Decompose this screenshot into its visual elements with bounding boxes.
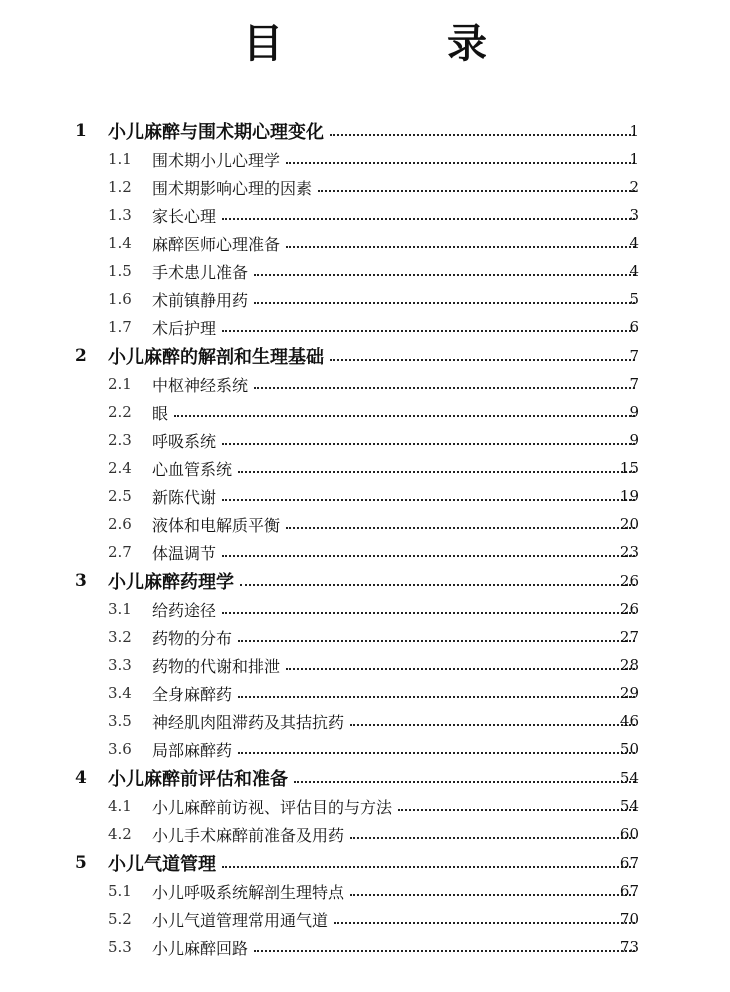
dot-leader: [398, 809, 635, 811]
chapter-number: 4: [75, 767, 87, 788]
dot-leader: [286, 162, 635, 164]
page-number: 1: [629, 121, 639, 140]
section-number: 1.5: [108, 262, 132, 280]
section-title: 眼: [152, 403, 169, 423]
chapter-title-line: [108, 343, 635, 369]
dot-leader: [254, 302, 635, 304]
section-title-line: [152, 176, 635, 199]
chapter-title: 小儿麻醉药理学: [108, 571, 234, 593]
section-title: 围术期小儿心理学: [152, 150, 281, 170]
section-number: 1.3: [108, 206, 132, 224]
section-number: 3.2: [108, 628, 132, 646]
toc-section-entry[interactable]: [0, 229, 730, 257]
section-number: 2.4: [108, 459, 132, 477]
chapter-number: 2: [75, 345, 87, 366]
dot-leader: [286, 668, 635, 670]
dot-leader: [222, 443, 635, 445]
section-number: 2.5: [108, 487, 132, 505]
section-number: 2.7: [108, 543, 132, 561]
dot-leader: [254, 274, 635, 276]
dot-leader: [174, 415, 635, 417]
section-title-line: [152, 908, 635, 931]
section-title-line: [152, 401, 635, 424]
toc-section-entry[interactable]: [0, 398, 730, 426]
section-number: 3.3: [108, 656, 132, 674]
section-number: 1.2: [108, 178, 132, 196]
toc-chapter-entry[interactable]: [0, 848, 730, 877]
chapter-title-line: [108, 850, 635, 876]
dot-leader: [254, 950, 635, 952]
dot-leader: [238, 640, 635, 642]
section-title-line: [152, 823, 635, 846]
page-number: 73: [619, 938, 639, 956]
section-title-line: [152, 795, 635, 818]
section-title: 围术期影响心理的因素: [152, 178, 313, 198]
page-number: 26: [619, 600, 639, 618]
toc-section-entry[interactable]: [0, 145, 730, 173]
page-title: 目 录: [243, 21, 549, 67]
dot-leader: [330, 359, 635, 361]
section-title: 中枢神经系统: [152, 375, 249, 395]
section-title: 小儿麻醉回路: [152, 938, 249, 958]
toc-section-entry[interactable]: [0, 905, 730, 933]
page-number: 26: [619, 571, 639, 590]
page-number: 54: [619, 768, 639, 787]
section-title: 小儿麻醉前访视、评估目的与方法: [152, 797, 393, 817]
section-number: 1.4: [108, 234, 132, 252]
page-number: 28: [619, 656, 639, 674]
page-number: 3: [629, 206, 639, 224]
dot-leader: [318, 190, 635, 192]
toc-chapter-entry[interactable]: [0, 566, 730, 595]
page-number: 67: [619, 853, 639, 872]
chapter-title: 小儿麻醉与围术期心理变化: [108, 121, 324, 143]
section-title: 小儿气道管理常用通气道: [152, 910, 329, 930]
dot-leader: [238, 696, 635, 698]
section-title-line: [152, 626, 635, 649]
section-number: 5.2: [108, 910, 132, 928]
dot-leader: [240, 584, 635, 586]
section-title-line: [152, 288, 635, 311]
toc-chapter-entry[interactable]: [0, 763, 730, 792]
section-title-line: [152, 936, 635, 959]
page-number: 9: [629, 403, 639, 421]
dot-leader: [286, 527, 635, 529]
section-title-line: [152, 373, 635, 396]
table-of-contents: [0, 116, 730, 961]
toc-section-entry[interactable]: [0, 538, 730, 566]
page-number: 2: [629, 178, 639, 196]
section-number: 5.1: [108, 882, 132, 900]
chapter-title: 小儿麻醉的解剖和生理基础: [108, 346, 324, 368]
dot-leader: [254, 387, 635, 389]
toc-section-entry[interactable]: [0, 792, 730, 820]
section-title-line: [152, 598, 635, 621]
page-number: 19: [619, 487, 639, 505]
page-number: 67: [619, 882, 639, 900]
toc-section-entry[interactable]: [0, 735, 730, 763]
section-title-line: [152, 738, 635, 761]
section-title: 药物的代谢和排泄: [152, 656, 281, 676]
page-number: 7: [629, 375, 639, 393]
page-number: 50: [619, 740, 639, 758]
section-title-line: [152, 429, 635, 452]
toc-section-entry[interactable]: [0, 173, 730, 201]
section-title: 新陈代谢: [152, 487, 217, 507]
dot-leader: [222, 866, 635, 868]
section-number: 3.1: [108, 600, 132, 618]
section-number: 4.1: [108, 797, 132, 815]
section-title-line: [152, 457, 635, 480]
section-title: 液体和电解质平衡: [152, 515, 281, 535]
chapter-number: 1: [75, 120, 87, 141]
section-title-line: [152, 513, 635, 536]
toc-section-entry[interactable]: [0, 313, 730, 341]
section-title: 手术患儿准备: [152, 262, 249, 282]
dot-leader: [330, 134, 635, 136]
chapter-title: 小儿麻醉前评估和准备: [108, 768, 288, 790]
toc-section-entry[interactable]: [0, 595, 730, 623]
section-number: 1.6: [108, 290, 132, 308]
toc-section-entry[interactable]: [0, 707, 730, 735]
toc-section-entry[interactable]: [0, 370, 730, 398]
chapter-number: 5: [75, 852, 87, 873]
chapter-title-line: [108, 118, 635, 144]
dot-leader: [222, 330, 635, 332]
section-title-line: [152, 710, 635, 733]
section-title: 呼吸系统: [152, 431, 217, 451]
page-number: 15: [619, 459, 639, 477]
toc-section-entry[interactable]: [0, 933, 730, 961]
section-title-line: [152, 316, 635, 339]
page-number: 7: [629, 346, 639, 365]
dot-leader: [350, 724, 635, 726]
section-title: 小儿呼吸系统解剖生理特点: [152, 882, 345, 902]
dot-leader: [222, 555, 635, 557]
dot-leader: [350, 837, 635, 839]
section-number: 3.6: [108, 740, 132, 758]
section-title: 给药途径: [152, 600, 217, 620]
page-number: 5: [629, 290, 639, 308]
page-number: 46: [619, 712, 639, 730]
section-title: 药物的分布: [152, 628, 233, 648]
dot-leader: [222, 612, 635, 614]
section-number: 2.2: [108, 403, 132, 421]
section-number: 2.1: [108, 375, 132, 393]
section-title-line: [152, 682, 635, 705]
toc-section-entry[interactable]: [0, 651, 730, 679]
toc-section-entry[interactable]: [0, 454, 730, 482]
section-number: 2.3: [108, 431, 132, 449]
chapter-title: 小儿气道管理: [108, 853, 216, 875]
dot-leader: [238, 471, 635, 473]
section-title: 局部麻醉药: [152, 740, 233, 760]
section-title: 小儿手术麻醉前准备及用药: [152, 825, 345, 845]
toc-section-entry[interactable]: [0, 623, 730, 651]
section-title-line: [152, 485, 635, 508]
section-title-line: [152, 204, 635, 227]
section-title: 全身麻醉药: [152, 684, 233, 704]
section-number: 2.6: [108, 515, 132, 533]
section-title: 术前镇静用药: [152, 290, 249, 310]
dot-leader: [294, 781, 635, 783]
toc-section-entry[interactable]: [0, 679, 730, 707]
page-number: 4: [629, 234, 639, 252]
section-title: 麻醉医师心理准备: [152, 234, 281, 254]
chapter-title-line: [108, 765, 635, 791]
section-title-line: [152, 148, 635, 171]
dot-leader: [222, 499, 635, 501]
page-number: 1: [629, 150, 639, 168]
dot-leader: [350, 894, 635, 896]
dot-leader: [286, 246, 635, 248]
chapter-title-line: [108, 568, 635, 594]
page-number: 6: [629, 318, 639, 336]
section-number: 5.3: [108, 938, 132, 956]
section-title: 术后护理: [152, 318, 217, 338]
section-title-line: [152, 880, 635, 903]
toc-section-entry[interactable]: [0, 285, 730, 313]
toc-chapter-entry[interactable]: [0, 341, 730, 370]
section-title: 家长心理: [152, 206, 217, 226]
page-number: 9: [629, 431, 639, 449]
page-number: 20: [619, 515, 639, 533]
dot-leader: [334, 922, 635, 924]
page-number: 4: [629, 262, 639, 280]
section-number: 4.2: [108, 825, 132, 843]
section-title-line: [152, 232, 635, 255]
section-number: 3.4: [108, 684, 132, 702]
page-number: 70: [619, 910, 639, 928]
dot-leader: [238, 752, 635, 754]
toc-section-entry[interactable]: [0, 877, 730, 905]
toc-section-entry[interactable]: [0, 510, 730, 538]
toc-section-entry[interactable]: [0, 426, 730, 454]
page-number: 27: [619, 628, 639, 646]
page-number: 54: [619, 797, 639, 815]
section-number: 1.1: [108, 150, 132, 168]
chapter-number: 3: [75, 570, 87, 591]
toc-section-entry[interactable]: [0, 820, 730, 848]
section-title-line: [152, 654, 635, 677]
page-number: 23: [619, 543, 639, 561]
toc-chapter-entry[interactable]: [0, 116, 730, 145]
page-number: 60: [619, 825, 639, 843]
section-title-line: [152, 541, 635, 564]
section-title: 心血管系统: [152, 459, 233, 479]
dot-leader: [222, 218, 635, 220]
page-number: 29: [619, 684, 639, 702]
section-title: 体温调节: [152, 543, 217, 563]
section-number: 1.7: [108, 318, 132, 336]
section-number: 3.5: [108, 712, 132, 730]
section-title-line: [152, 260, 635, 283]
section-title: 神经肌肉阻滞药及其拮抗药: [152, 712, 345, 732]
toc-section-entry[interactable]: [0, 257, 730, 285]
toc-section-entry[interactable]: [0, 482, 730, 510]
toc-section-entry[interactable]: [0, 201, 730, 229]
